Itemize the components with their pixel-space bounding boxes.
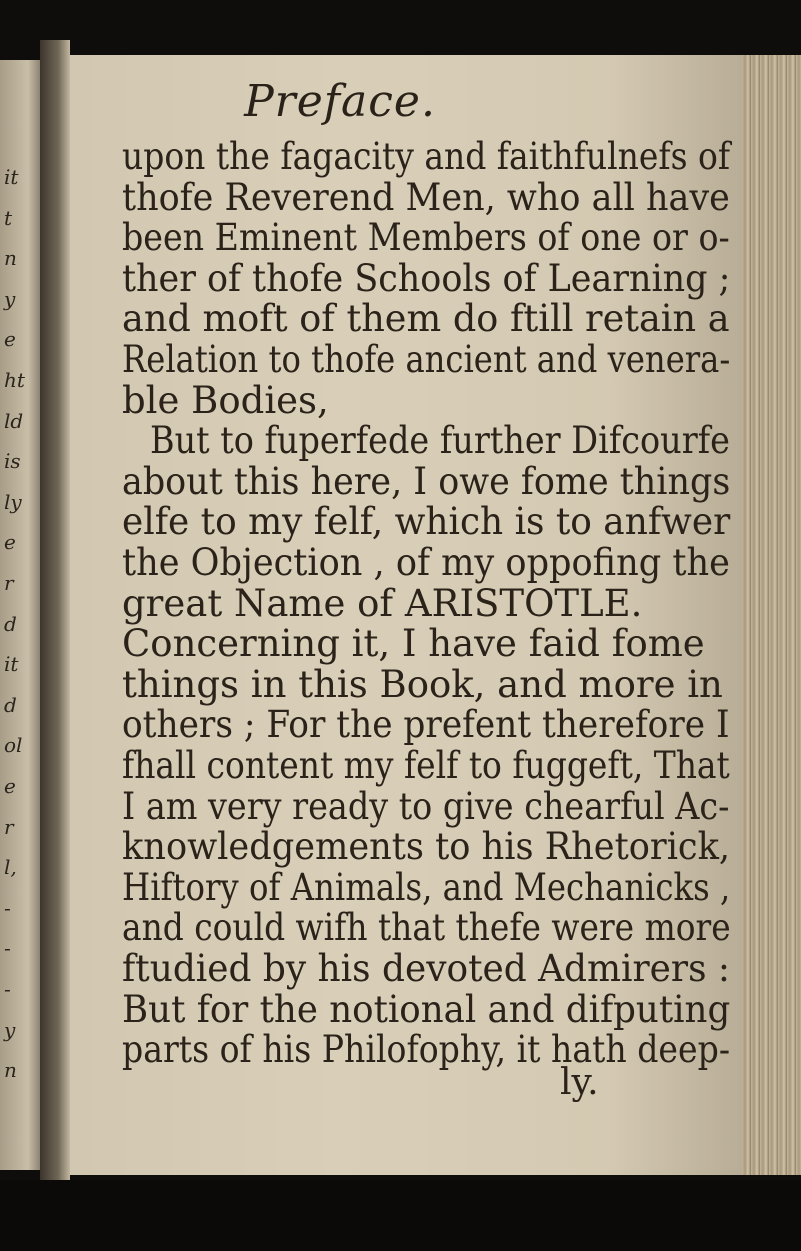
facing-margin-mark: d xyxy=(4,611,17,636)
book-gutter xyxy=(40,40,70,1180)
text-line: others ; For the prefent therefore I xyxy=(122,703,730,747)
text-line: and moft of them do ftill retain a xyxy=(122,297,730,341)
text-line: the Objection , of my oppofing the xyxy=(122,541,730,584)
text-line: ble Bodies, xyxy=(122,378,329,422)
facing-margin-mark: n xyxy=(4,246,17,271)
facing-margin-mark: ol xyxy=(4,733,23,758)
text-line: ftudied by his devoted Admirers : xyxy=(122,947,730,990)
page-edges xyxy=(742,55,801,1175)
facing-margin-mark: - xyxy=(4,977,11,1001)
text-line: about this here, I owe fome things xyxy=(122,459,731,503)
text-line: and could wifh that thefe were more xyxy=(122,906,731,950)
text-line: ther of thofe Schools of Learning ; xyxy=(122,256,731,300)
facing-margin-mark: e xyxy=(4,530,16,555)
facing-margin-mark: is xyxy=(4,449,21,474)
facing-margin-mark: l, xyxy=(4,855,17,880)
text-line: I am very ready to give chearful Ac- xyxy=(122,784,730,828)
facing-margin-mark: t xyxy=(4,205,13,230)
text-line: Relation to thofe ancient and venera- xyxy=(122,338,731,381)
facing-margin-mark: it xyxy=(4,652,19,677)
running-header: Preface. xyxy=(244,76,436,127)
facing-margin-mark: - xyxy=(4,895,11,920)
text-line: things in this Book, and more in xyxy=(122,662,723,706)
facing-margin-mark: - xyxy=(4,936,11,961)
facing-margin-mark: e xyxy=(4,327,16,352)
facing-margin-mark: ld xyxy=(4,408,24,433)
facing-margin-mark: n xyxy=(4,1058,17,1083)
text-line: Concerning it, I have faid fome xyxy=(122,622,705,666)
facing-margin-mark: r xyxy=(4,571,14,595)
facing-margin-mark: y xyxy=(4,286,16,311)
text-line: elfe to my felf, which is to anfwer xyxy=(122,500,731,544)
text-line: parts of his Philofophy, it hath deep- xyxy=(122,1028,731,1072)
catchword: ly. xyxy=(560,1062,599,1103)
scan-bottom-shadow xyxy=(0,1180,801,1251)
text-line: upon the fagacity and faithfulnefs of xyxy=(122,135,731,178)
text-line: But for the notional and difputing xyxy=(122,987,731,1031)
facing-margin-mark: ly xyxy=(4,489,22,514)
facing-margin-mark: d xyxy=(4,692,17,717)
facing-margin-mark: ht xyxy=(4,368,25,392)
text-line: thofe Reverend Men, who all have xyxy=(122,175,730,219)
text-line: fhall content my felf to fuggeft, That xyxy=(122,744,730,787)
text-line: But to fuperfede further Difcourfe xyxy=(150,419,730,463)
text-line: Hiftory of Animals, and Mechanicks , xyxy=(122,865,731,909)
text-line: been Eminent Members of one or o- xyxy=(122,216,730,260)
facing-margin-mark: r xyxy=(4,814,14,839)
text-line: great Name of ARISTOTLE. xyxy=(122,581,643,625)
text-line: knowledgements to his Rhetorick, xyxy=(122,825,731,869)
facing-margin-mark: e xyxy=(4,774,16,798)
facing-margin-mark: it xyxy=(4,165,19,189)
facing-margin-mark: y xyxy=(4,1017,16,1042)
